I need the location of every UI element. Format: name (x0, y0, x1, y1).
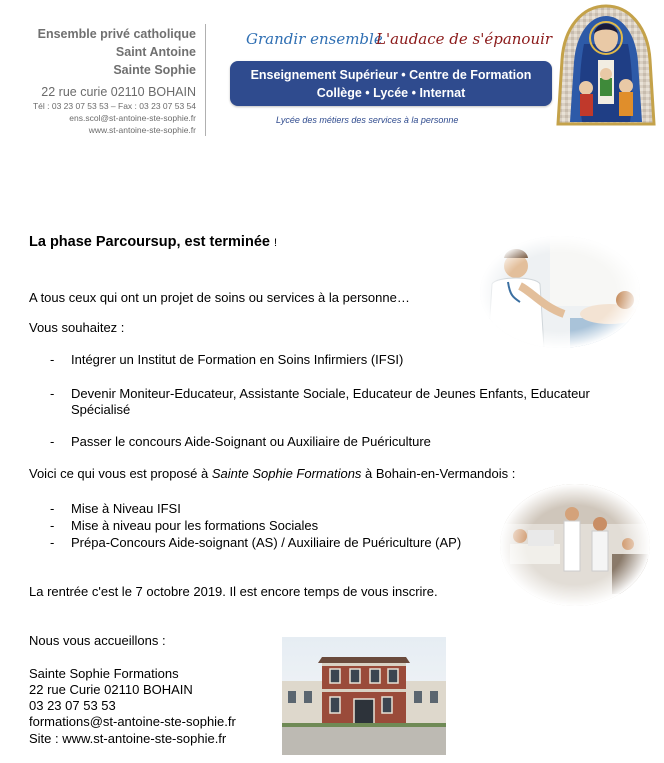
classroom-photo (500, 484, 650, 606)
program-sociales: Mise à niveau pour les formations Sociales (71, 518, 319, 533)
school-name-line-2: Saint Antoine (115, 45, 196, 59)
nurse-care-photo (480, 236, 640, 348)
contact-address: 22 rue Curie 02110 BOHAIN (29, 682, 193, 697)
motto-audace: L'audace de s'épanouir (376, 30, 553, 48)
school-address: 22 rue curie 02110 BOHAIN (41, 85, 196, 99)
goal-bullet: - (50, 352, 55, 367)
education-banner (230, 61, 552, 106)
wish-text: Vous souhaitez : (29, 320, 125, 335)
goal-educateur: Devenir Moniteur-Educateur, Assistante Sociale, Educateur de Jeunes Enfants, Educateur (71, 386, 590, 401)
school-website[interactable]: www.st-antoine-ste-sophie.fr (88, 125, 196, 135)
offer-after: à Bohain-en-Vermandois : (361, 466, 516, 481)
school-phone-fax: Tél : 03 23 07 53 53 – Fax : 03 23 07 53 54 (32, 101, 196, 111)
program-bullet: - (50, 501, 55, 516)
title-text: La phase Parcoursup, est terminée (29, 234, 270, 250)
header-divider (205, 24, 206, 136)
page-title (29, 234, 277, 250)
school-building-photo (282, 637, 446, 755)
school-name-line-3: Sainte Sophie (113, 63, 196, 77)
contact-name: Sainte Sophie Formations (29, 666, 179, 681)
lycee-subtitle: Lycée des métiers des services à la personne (276, 115, 459, 125)
goal-bullet: - (50, 386, 55, 401)
goal-ifsi: Intégrer un Institut de Formation en Soins Infirmiers (IFSI) (71, 352, 404, 367)
motto-grandir-ensemble: Grandir ensemble (246, 30, 383, 48)
contact-phone: 03 23 07 53 53 (29, 698, 116, 713)
program-bullet: - (50, 535, 55, 550)
contact-email[interactable]: formations@st-antoine-ste-sophie.fr (29, 714, 236, 729)
goal-educateur-cont: Spécialisé (71, 402, 131, 417)
program-ifsi: Mise à Niveau IFSI (71, 501, 181, 516)
goal-concours: Passer le concours Aide-Soignant ou Auxiliaire de Puériculture (71, 434, 431, 449)
offer-italic: Sainte Sophie Formations (211, 466, 362, 481)
banner-line-2: Collège • Lycée • Internat (316, 86, 466, 100)
school-email[interactable]: ens.scol@st-antoine-ste-sophie.fr (69, 113, 196, 123)
madonna-mosaic-logo (556, 4, 656, 126)
offer-text (29, 466, 515, 481)
intro-text: A tous ceux qui ont un projet de soins ou services à la personne… (29, 290, 410, 305)
rentree-text: La rentrée c'est le 7 octobre 2019. Il est encore temps de vous inscrire. (29, 584, 438, 599)
school-name-line-1: Ensemble privé catholique (37, 27, 196, 41)
program-prepa: Prépa-Concours Aide-soignant (AS) / Auxiliaire de Puériculture (AP) (71, 535, 462, 550)
welcome-text: Nous vous accueillons : (29, 633, 166, 648)
goal-bullet: - (50, 434, 55, 449)
contact-site[interactable]: Site : www.st-antoine-ste-sophie.fr (29, 731, 227, 746)
offer-before: Voici ce qui vous est proposé à (29, 466, 212, 481)
program-bullet: - (50, 518, 55, 533)
title-exclamation: ! (273, 237, 278, 249)
banner-line-1: Enseignement Supérieur • Centre de Formation (250, 68, 532, 82)
